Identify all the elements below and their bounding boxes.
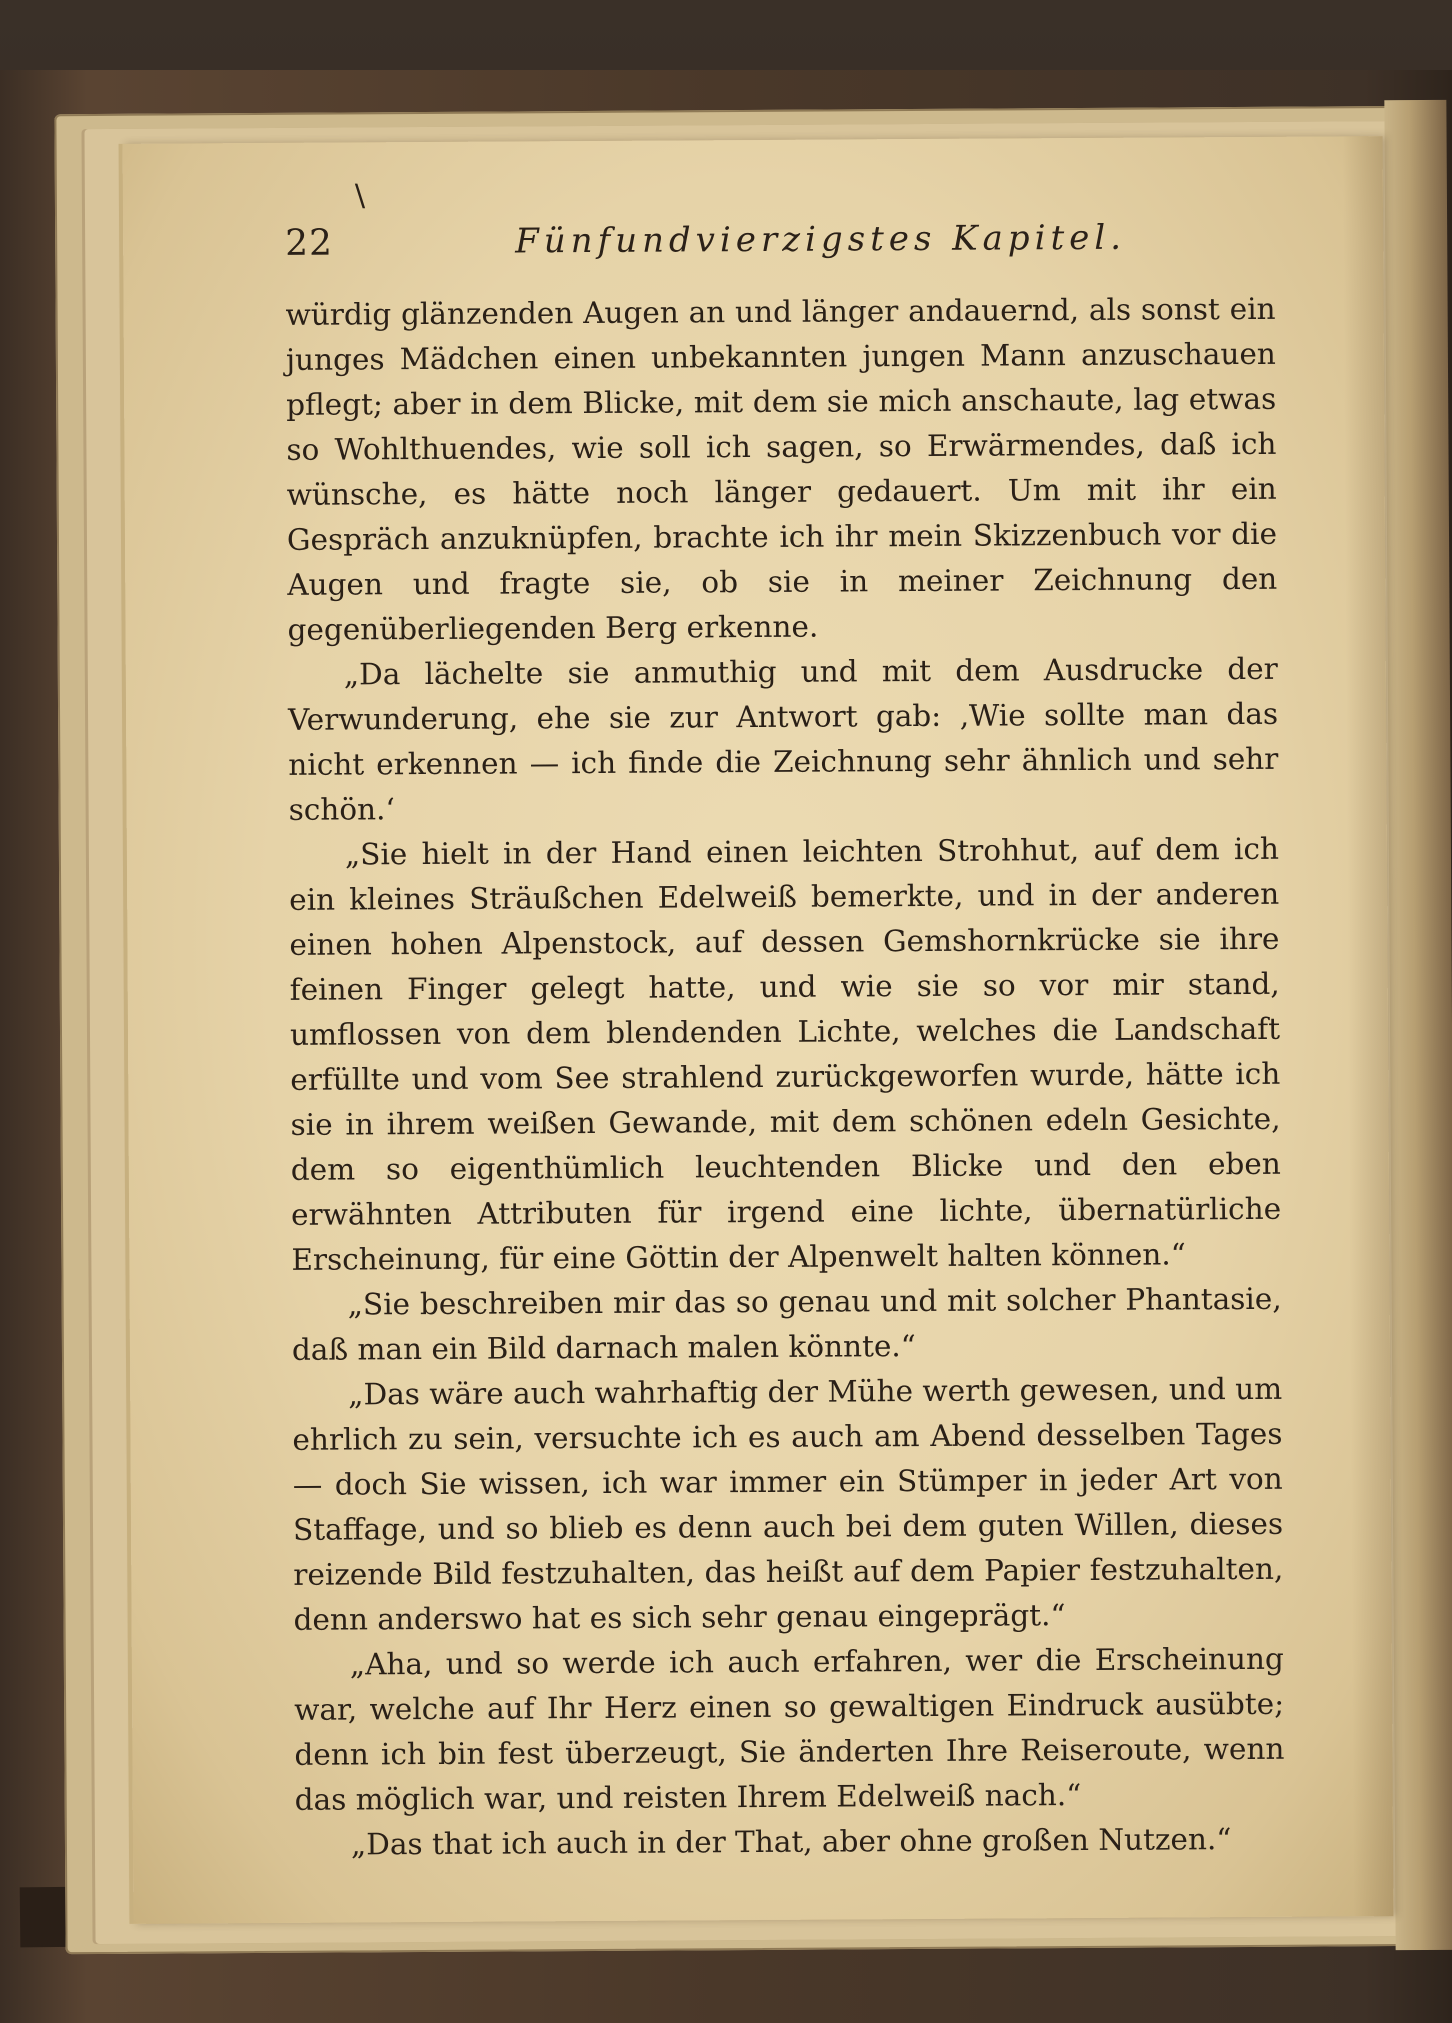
paragraph: „Da lächelte sie anmuthig und mit dem Ausdrucke der Verwunderung, ehe sie zur Antwort gab: ‚Wie sollte man das nicht erkennen — ich finde die Zeichnung sehr ähnlich und sehr schön.‘ bbox=[287, 651, 1279, 827]
paragraph: würdig glänzenden Augen an und länger andauernd, als sonst ein junges Mädchen einen unbekannten jungen Mann anzuschauen pflegt; aber in dem Blicke, mit dem sie mich anschaute, lag etwas so Wohlthuendes, wie soll ich sagen, so Erwärmendes, daß ich wünsche, es hätte noch länger gedauert. Um mit ihr ein Gespräch anzuknüpfen, brachte ich ihr mein Skizzenbuch vor die Augen und fragte sie, ob sie in meiner Zeichnung den gegenüberliegenden Berg erkenne. bbox=[285, 291, 1278, 647]
paragraph: „Das that ich auch in der That, aber ohne großen Nutzen.“ bbox=[350, 1822, 1232, 1862]
page-header bbox=[285, 217, 1205, 264]
page-number: 22 bbox=[285, 222, 334, 264]
running-head: Fünfundvierzigstes Kapitel. bbox=[515, 217, 1127, 262]
paragraph: „Sie beschreiben mir das so genau und mit solcher Phantasie, daß man ein Bild darnach malen könnte.“ bbox=[291, 1281, 1282, 1367]
body-text bbox=[285, 287, 1285, 1868]
book-page bbox=[123, 136, 1394, 1924]
paragraph: „Aha, und so werde ich auch erfahren, wer die Erscheinung war, welche auf Ihr Herz einen so gewaltigen Eindruck ausübte; denn ich bin fest überzeugt, Sie änderten Ihre Reiseroute, wenn das möglich war, und reisten Ihrem Edelweiß nach.“ bbox=[294, 1641, 1285, 1817]
paragraph: „Sie hielt in der Hand einen leichten Strohhut, auf dem ich ein kleines Sträußchen Edelweiß bemerkte, und in der anderen einen hohen Alpenstock, auf dessen Gemshornkrücke sie ihre feinen Finger gelegt hatte, und wie sie so vor mir stand, umflossen von dem blendenden Lichte, welches die Landschaft erfüllte und vom See strahlend zurückgeworfen wurde, hätte ich sie in ihrem weißen Gewande, mit dem schönen edeln Gesichte, dem so eigenthümlich leuchtenden Blicke und den eben erwähnten Attributen für irgend eine lichte, übernatürliche Erscheinung, für eine Göttin der Alpenwelt halten können.“ bbox=[289, 831, 1282, 1277]
page-fore-edge bbox=[1384, 100, 1452, 1950]
ink-stroke-mark: \ bbox=[354, 178, 366, 214]
paragraph: „Das wäre auch wahrhaftig der Mühe werth gewesen, und um ehrlich zu sein, versuchte ich es auch am Abend desselben Tages — doch Sie wissen, ich war immer ein Stümper in jeder Art von Staffage, und so blieb es denn auch bei dem guten Willen, dieses reizende Bild festzuhalten, das heißt auf dem Papier festzuhalten, denn anderswo hat es sich sehr genau eingeprägt.“ bbox=[292, 1371, 1284, 1637]
